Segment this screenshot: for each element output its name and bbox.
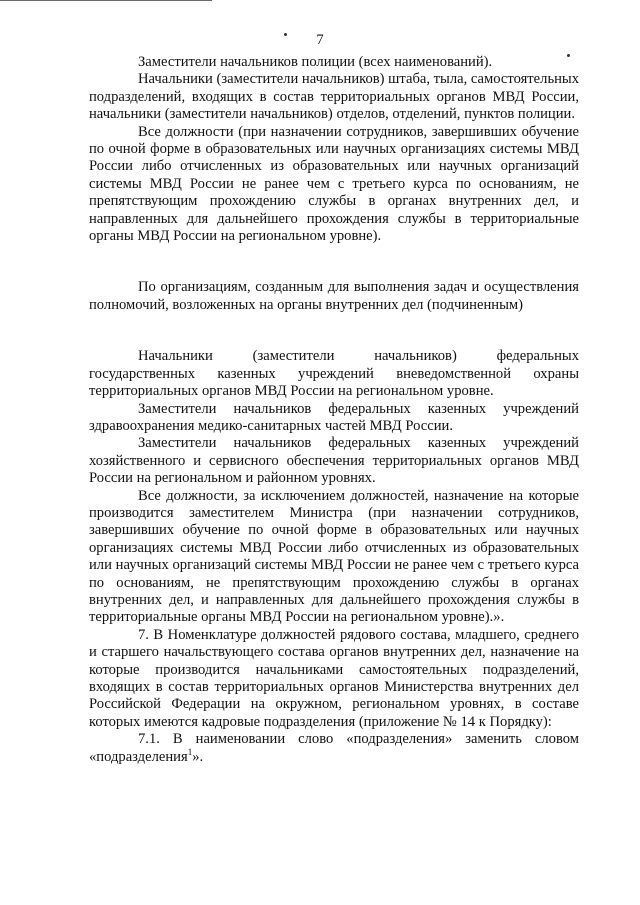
paragraph: Заместители начальников полиции (всех наименований). — [138, 54, 493, 70]
page-number: 7 — [316, 32, 324, 48]
scan-edge-line — [0, 0, 212, 1]
paragraph-text: 7.1. В наименовании слово «подразделения» заменить словом «подразделения — [89, 731, 579, 765]
paragraph: Все должности (при назначении сотрудников, завершивших обучение по очной форме в образовательных или научных организациях системы МВД России либо отчисленных из образовательных или научных организаций системы МВД России не ранее чем с третьего курса по основаниям, не препятствующим прохождению службы в органах внутренних дел, и направленных для дальнейшего прохождения службы в территориальные органы МВД России на региональном уровне). — [89, 123, 579, 245]
spacer — [89, 245, 579, 279]
paragraph-end: ». — [192, 748, 204, 765]
paragraph: 7. В Номенклатуре должностей рядового состава, младшего, среднего и старшего начальствующего состава органов внутренних дел, назначение на которые производится начальниками самостоятельных подразделений, входящих в состав территориальных органов Министерства внутренних дел Российской Федерации на окружном, региональном уровнях, в составе которых имеются кадровые подразделения (приложение № 14 к Порядку): — [89, 626, 579, 730]
footnote-marker: 1 — [187, 746, 193, 757]
paragraph: Заместители начальников федеральных казенных учреждений здравоохранения медико-санитарных частей МВД России. — [89, 400, 579, 434]
paragraph: Заместители начальников федеральных казенных учреждений хозяйственного и сервисного обеспечения территориальных органов МВД России на региональном и районном уровнях. — [89, 435, 579, 487]
paragraph: Начальники (заместители начальников) штаба, тыла, самостоятельных подразделений, входящих в состав территориальных органов МВД России, начальники (заместители начальников) отделов, отделений, пунктов полиции. — [89, 71, 580, 123]
spacer — [89, 314, 579, 348]
paragraph: Начальники (заместители начальников) федеральных государственных казенных учреждений вневедомственной охраны территориальных органов МВД России на региональном уровне. — [89, 348, 579, 400]
paragraph: Все должности, за исключением должностей, назначение на которые производится заместителем Министра (при назначении сотрудников, завершивших обучение по очной форме в образовательных или научных организациях системы МВД России либо отчисленных из образовательных или научных организаций системы МВД России не ранее чем с третьего курса по основаниям, не препятствующим прохождению службы в органах внутренних дел, и направленных для дальнейшего прохождения службы в территориальные органы МВД России на региональном уровне).». — [89, 487, 579, 626]
document-body — [89, 54, 579, 766]
paragraph — [89, 731, 579, 766]
section-heading: По организациям, созданным для выполнения задач и осуществления полномочий, возложенных на органы внутренних дел (подчиненным) — [89, 279, 579, 313]
